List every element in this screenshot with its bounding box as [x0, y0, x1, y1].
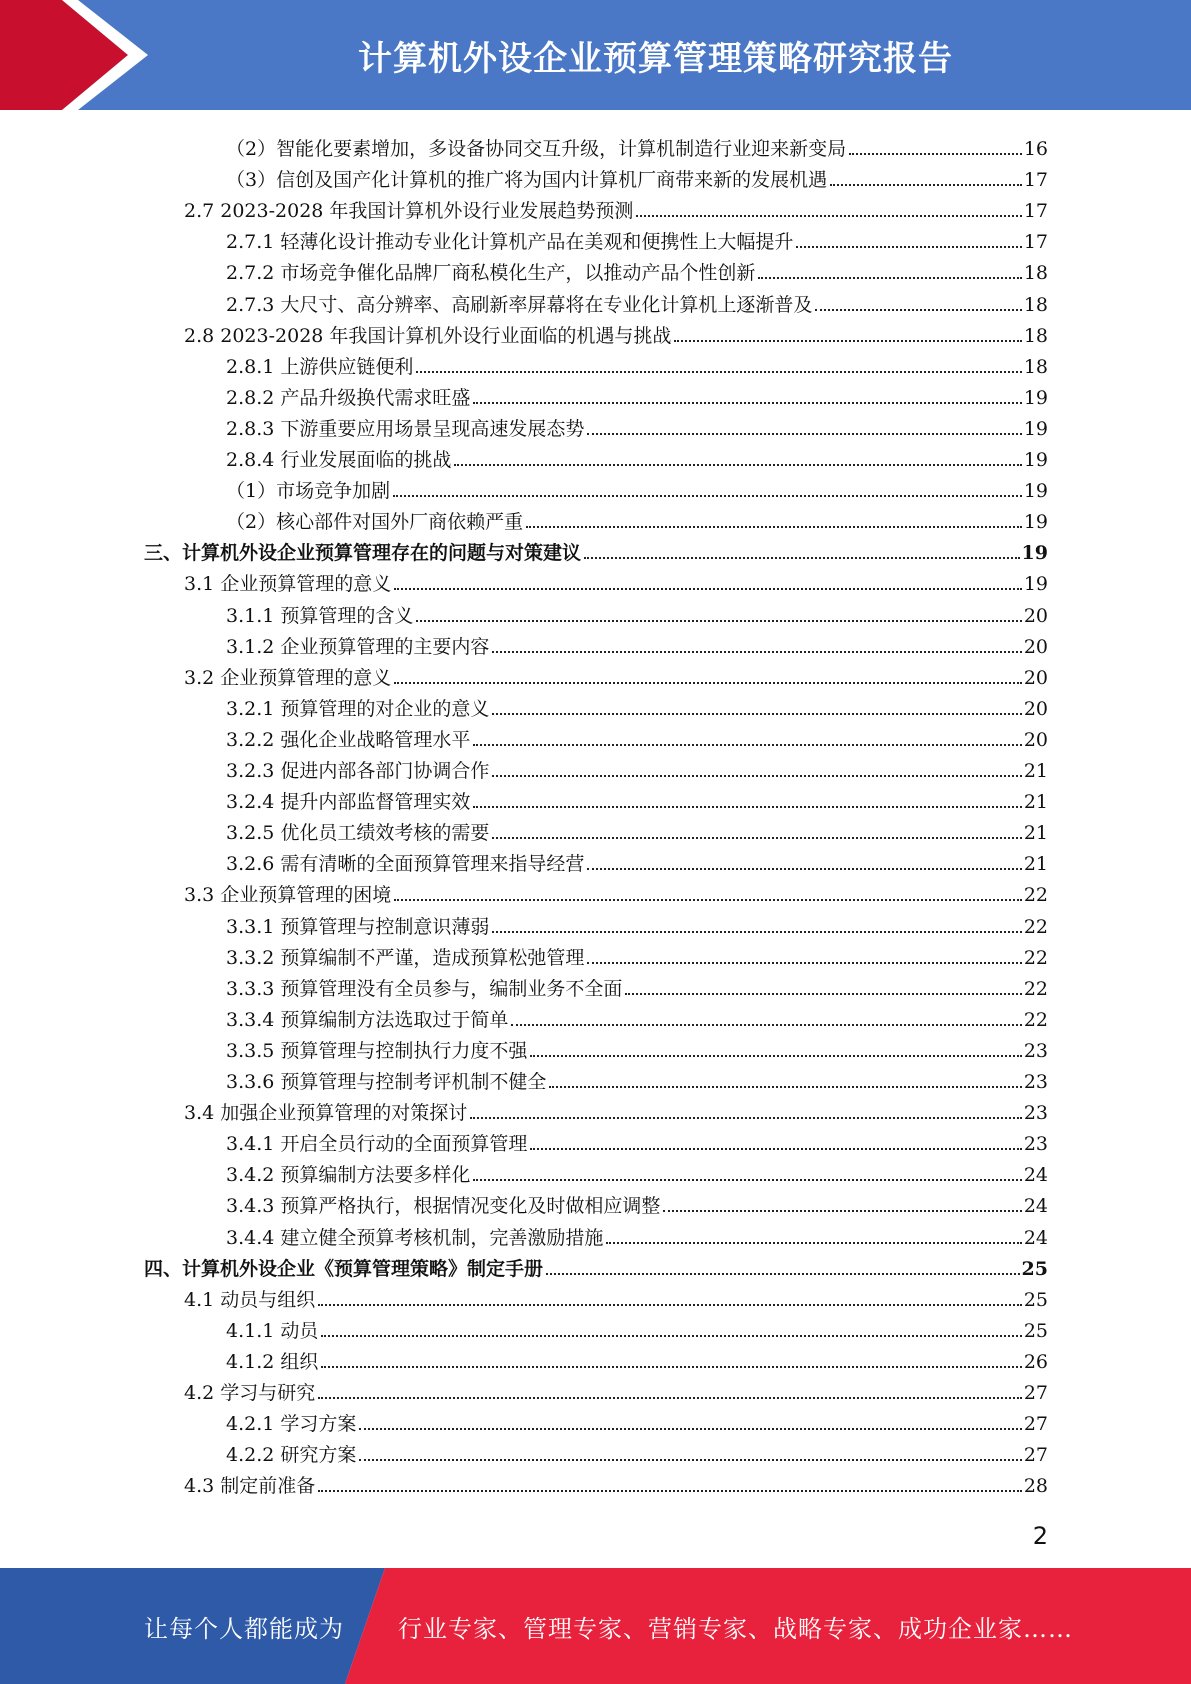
- toc-entry[interactable]: [226, 626, 1048, 657]
- toc-dot-leader: [663, 1210, 1021, 1212]
- toc-entry-title: （3）信创及国产化计算机的推广将为国内计算机厂商带来新的发展机遇: [226, 169, 828, 192]
- toc-entry-page: 24: [1023, 1195, 1048, 1218]
- toc-entry-title: 3.4.1 开启全员行动的全面预算管理: [226, 1133, 528, 1156]
- toc-entry-page: 19: [1023, 417, 1048, 440]
- toc-dot-leader: [318, 1397, 1022, 1399]
- toc-dot-leader: [849, 153, 1022, 155]
- page-footer: [0, 1568, 1191, 1684]
- toc-entry-page: 17: [1023, 200, 1048, 223]
- toc-entry[interactable]: [226, 408, 1048, 439]
- page-header: [0, 0, 1191, 110]
- toc-entry[interactable]: [184, 1465, 1048, 1496]
- toc-entry-title: 3.2.4 提升内部监督管理实效: [226, 791, 471, 814]
- toc-entry-page: 19: [1023, 386, 1048, 409]
- toc-dot-leader: [492, 837, 1021, 839]
- toc-entry-title: 3.3.5 预算管理与控制执行力度不强: [226, 1039, 528, 1062]
- toc-dot-leader: [359, 1459, 1021, 1461]
- toc-entry[interactable]: [184, 657, 1048, 688]
- toc-entry[interactable]: [226, 1123, 1048, 1154]
- toc-entry-page: 22: [1023, 1008, 1048, 1031]
- toc-entry-title: 3.1 企业预算管理的意义: [184, 573, 392, 596]
- toc-dot-leader: [416, 371, 1021, 373]
- toc-entry[interactable]: [226, 843, 1048, 874]
- toc-entry-title: （2）智能化要素增加，多设备协同交互升级，计算机制造行业迎来新变局: [226, 138, 847, 160]
- toc-entry[interactable]: [226, 1154, 1048, 1185]
- toc-entry[interactable]: [226, 750, 1048, 781]
- toc-entry[interactable]: [226, 1061, 1048, 1092]
- toc-entry-title: 2.7.3 大尺寸、高分辨率、高刷新率屏幕将在专业化计算机上逐渐普及: [226, 293, 813, 316]
- toc-dot-leader: [454, 464, 1021, 466]
- toc-entry[interactable]: [226, 937, 1048, 968]
- toc-entry-title: （2）核心部件对国外厂商依赖严重: [226, 511, 524, 534]
- toc-entry-title: 2.7.1 轻薄化设计推动专业化计算机产品在美观和便携性上大幅提升: [226, 231, 794, 254]
- toc-entry-page: 20: [1023, 666, 1048, 689]
- toc-dot-leader: [394, 588, 1022, 590]
- toc-entry[interactable]: [226, 719, 1048, 750]
- toc-entry-page: 27: [1023, 1444, 1048, 1467]
- toc-dot-leader: [394, 682, 1022, 684]
- toc-entry[interactable]: [226, 128, 1048, 159]
- toc-entry-page: 22: [1023, 946, 1048, 969]
- toc-dot-leader: [416, 620, 1021, 622]
- toc-entry[interactable]: [226, 1434, 1048, 1465]
- report-title: 计算机外设企业预算管理策略研究报告: [358, 38, 953, 79]
- toc-entry-page: 20: [1023, 728, 1048, 751]
- toc-entry-page: 20: [1023, 604, 1048, 627]
- toc-entry-title: 3.1.1 预算管理的含义: [226, 604, 414, 627]
- toc-entry-page: 21: [1023, 791, 1048, 814]
- toc-entry[interactable]: [226, 781, 1048, 812]
- toc-entry-title: 3.3.4 预算编制方法选取过于简单: [226, 1008, 509, 1031]
- toc-dot-leader: [530, 1055, 1021, 1057]
- toc-dot-leader: [393, 495, 1022, 497]
- toc-entry[interactable]: [226, 688, 1048, 719]
- toc-entry-page: 17: [1023, 169, 1048, 192]
- toc-entry-title: 3.3.2 预算编制不严谨，造成预算松弛管理: [226, 946, 585, 969]
- toc-entry-page: 18: [1023, 324, 1048, 347]
- toc-dot-leader: [492, 775, 1021, 777]
- toc-dot-leader: [321, 1335, 1021, 1337]
- toc-entry-page: 24: [1023, 1226, 1048, 1249]
- toc-entry-title: 2.7.2 市场竞争催化品牌厂商私模化生产，以推动产品个性创新: [226, 262, 756, 285]
- toc-entry[interactable]: [226, 1030, 1048, 1061]
- toc-dot-leader: [526, 526, 1022, 528]
- toc-entry[interactable]: [144, 1248, 1048, 1279]
- toc-entry[interactable]: [226, 1185, 1048, 1216]
- toc-dot-leader: [758, 277, 1021, 279]
- toc-entry-page: 21: [1023, 760, 1048, 782]
- toc-dot-leader: [359, 1428, 1021, 1430]
- toc-dot-leader: [321, 1366, 1021, 1368]
- toc-entry[interactable]: [184, 1092, 1048, 1123]
- toc-dot-leader: [318, 1304, 1022, 1306]
- toc-entry-title: 3.2.3 促进内部各部门协调合作: [226, 760, 490, 782]
- toc-entry[interactable]: [226, 999, 1048, 1030]
- toc-entry-title: 2.8.2 产品升级换代需求旺盛: [226, 386, 471, 409]
- toc-dot-leader: [796, 246, 1021, 248]
- toc-entry[interactable]: [226, 1310, 1048, 1341]
- toc-entry[interactable]: [226, 906, 1048, 937]
- toc-entry-page: 19: [1023, 480, 1048, 503]
- toc-dot-leader: [492, 713, 1021, 715]
- toc-entry[interactable]: [226, 812, 1048, 843]
- toc-dot-leader: [546, 1273, 1020, 1275]
- toc-entry[interactable]: [144, 532, 1048, 563]
- toc-entry[interactable]: [226, 1217, 1048, 1248]
- toc-entry-page: 19: [1021, 542, 1048, 565]
- toc-dot-leader: [549, 1086, 1021, 1088]
- page-number: 2: [1032, 1522, 1048, 1550]
- toc-entry-title: 3.3.6 预算管理与控制考评机制不健全: [226, 1071, 547, 1093]
- toc-entry-title: 4.2.2 研究方案: [226, 1444, 357, 1467]
- toc-entry[interactable]: [226, 595, 1048, 626]
- toc-dot-leader: [473, 806, 1021, 808]
- toc-entry[interactable]: [226, 439, 1048, 470]
- toc-entry-title: 3.3 企业预算管理的困境: [184, 884, 392, 907]
- toc-entry-page: 23: [1023, 1102, 1048, 1125]
- toc-entry-page: 22: [1023, 884, 1048, 907]
- toc-entry-title: 四、计算机外设企业《预算管理策略》制定手册: [144, 1257, 544, 1280]
- toc-entry-title: 2.8.1 上游供应链便利: [226, 355, 414, 378]
- toc-entry-page: 17: [1023, 231, 1048, 254]
- toc-entry-title: （1）市场竞争加剧: [226, 480, 391, 503]
- toc-entry[interactable]: [226, 284, 1048, 315]
- toc-entry[interactable]: [226, 252, 1048, 283]
- toc-entry-title: 3.3.3 预算管理没有全员参与，编制业务不全面: [226, 977, 623, 1000]
- toc-entry-title: 4.1.2 组织: [226, 1350, 319, 1373]
- toc-dot-leader: [473, 402, 1021, 404]
- toc-dot-leader: [473, 744, 1021, 746]
- toc-entry-page: 23: [1023, 1039, 1048, 1062]
- toc-dot-leader: [394, 899, 1022, 901]
- toc-entry[interactable]: [184, 190, 1048, 221]
- toc-dot-leader: [587, 962, 1021, 964]
- toc-entry[interactable]: [184, 874, 1048, 905]
- toc-dot-leader: [530, 1148, 1021, 1150]
- toc-entry-title: 3.2 企业预算管理的意义: [184, 666, 392, 689]
- toc-entry-title: 4.2 学习与研究: [184, 1382, 316, 1404]
- toc-dot-leader: [587, 868, 1021, 870]
- toc-entry-page: 23: [1023, 1133, 1048, 1156]
- toc-dot-leader: [625, 993, 1021, 995]
- toc-dot-leader: [470, 1117, 1022, 1119]
- toc-entry-title: 4.2.1 学习方案: [226, 1413, 357, 1436]
- toc-entry-title: 2.8.3 下游重要应用场景呈现高速发展态势: [226, 417, 585, 440]
- toc-dot-leader: [492, 651, 1021, 653]
- toc-entry[interactable]: [226, 470, 1048, 501]
- toc-entry-page: 27: [1023, 1382, 1048, 1404]
- toc-entry-title: 2.8.4 行业发展面临的挑战: [226, 449, 452, 471]
- toc-entry-title: 3.3.1 预算管理与控制意识薄弱: [226, 915, 490, 938]
- toc-entry-page: 20: [1023, 635, 1048, 658]
- toc-entry-page: 24: [1023, 1164, 1048, 1187]
- toc-entry-page: 16: [1023, 138, 1048, 160]
- toc-entry-title: 4.1.1 动员: [226, 1319, 319, 1342]
- toc-entry-page: 25: [1023, 1288, 1048, 1311]
- toc-entry[interactable]: [226, 221, 1048, 252]
- toc-entry-title: 2.8 2023-2028 年我国计算机外设行业面临的机遇与挑战: [184, 324, 672, 347]
- toc-dot-leader: [511, 1024, 1021, 1026]
- toc-entry[interactable]: [226, 1341, 1048, 1372]
- toc-entry-page: 22: [1023, 977, 1048, 1000]
- toc-entry[interactable]: [226, 346, 1048, 377]
- toc-entry-page: 19: [1023, 511, 1048, 534]
- toc-dot-leader: [492, 931, 1021, 933]
- toc-entry[interactable]: [226, 501, 1048, 532]
- toc-dot-leader: [473, 1179, 1021, 1181]
- toc-dot-leader: [636, 215, 1021, 217]
- toc-entry-page: 22: [1023, 915, 1048, 938]
- toc-entry-page: 23: [1023, 1071, 1048, 1093]
- toc-entry-title: 3.4.4 建立健全预算考核机制，完善激励措施: [226, 1226, 604, 1249]
- toc-entry-title: 4.3 制定前准备: [184, 1475, 316, 1498]
- toc-entry-page: 21: [1023, 822, 1048, 845]
- toc-entry-page: 18: [1023, 262, 1048, 285]
- toc-entry-title: 3.2.2 强化企业战略管理水平: [226, 728, 471, 751]
- toc-entry-title: 3.4 加强企业预算管理的对策探讨: [184, 1102, 468, 1125]
- toc-entry[interactable]: [184, 1372, 1048, 1403]
- toc-entry-page: 18: [1023, 293, 1048, 316]
- toc-entry-page: 21: [1023, 853, 1048, 876]
- toc-entry-page: 28: [1023, 1475, 1048, 1498]
- footer-slogan-right: 行业专家、管理专家、营销专家、战略专家、成功企业家……: [398, 1614, 1073, 1643]
- toc-dot-leader: [587, 433, 1021, 435]
- toc-entry-page: 26: [1023, 1350, 1048, 1373]
- toc-dot-leader: [674, 340, 1021, 342]
- toc-entry-title: 3.2.6 需有清晰的全面预算管理来指导经营: [226, 853, 585, 876]
- toc-entry-title: 3.1.2 企业预算管理的主要内容: [226, 635, 490, 658]
- toc-entry-page: 27: [1023, 1413, 1048, 1436]
- toc-entry-title: 3.4.2 预算编制方法要多样化: [226, 1164, 471, 1187]
- toc-entry-page: 19: [1023, 449, 1048, 471]
- toc-entry[interactable]: [226, 159, 1048, 190]
- toc-entry[interactable]: [184, 563, 1048, 594]
- toc-dot-leader: [830, 184, 1022, 186]
- toc-entry-title: 3.4.3 预算严格执行，根据情况变化及时做相应调整: [226, 1195, 661, 1218]
- toc-entry[interactable]: [226, 377, 1048, 408]
- toc-entry-title: 3.2.1 预算管理的对企业的意义: [226, 697, 490, 720]
- toc-entry[interactable]: [226, 1403, 1048, 1434]
- toc-entry-title: 三、计算机外设企业预算管理存在的问题与对策建议: [144, 542, 582, 565]
- toc-entry-page: 19: [1023, 573, 1048, 596]
- toc-entry-title: 2.7 2023-2028 年我国计算机外设行业发展趋势预测: [184, 200, 634, 223]
- toc-entry-page: 25: [1021, 1257, 1048, 1280]
- toc-entry-page: 20: [1023, 697, 1048, 720]
- toc-dot-leader: [815, 309, 1021, 311]
- toc-entry-title: 4.1 动员与组织: [184, 1288, 316, 1311]
- footer-slogan-left: 让每个人都能成为: [144, 1614, 344, 1643]
- toc-entry-title: 3.2.5 优化员工绩效考核的需要: [226, 822, 490, 845]
- toc-dot-leader: [318, 1490, 1022, 1492]
- toc-entry-page: 18: [1023, 355, 1048, 378]
- toc-entry[interactable]: [184, 315, 1048, 346]
- toc-entry[interactable]: [184, 1279, 1048, 1310]
- toc-dot-leader: [584, 557, 1020, 559]
- toc-dot-leader: [606, 1242, 1021, 1244]
- toc-entry-page: 25: [1023, 1319, 1048, 1342]
- toc-entry[interactable]: [226, 968, 1048, 999]
